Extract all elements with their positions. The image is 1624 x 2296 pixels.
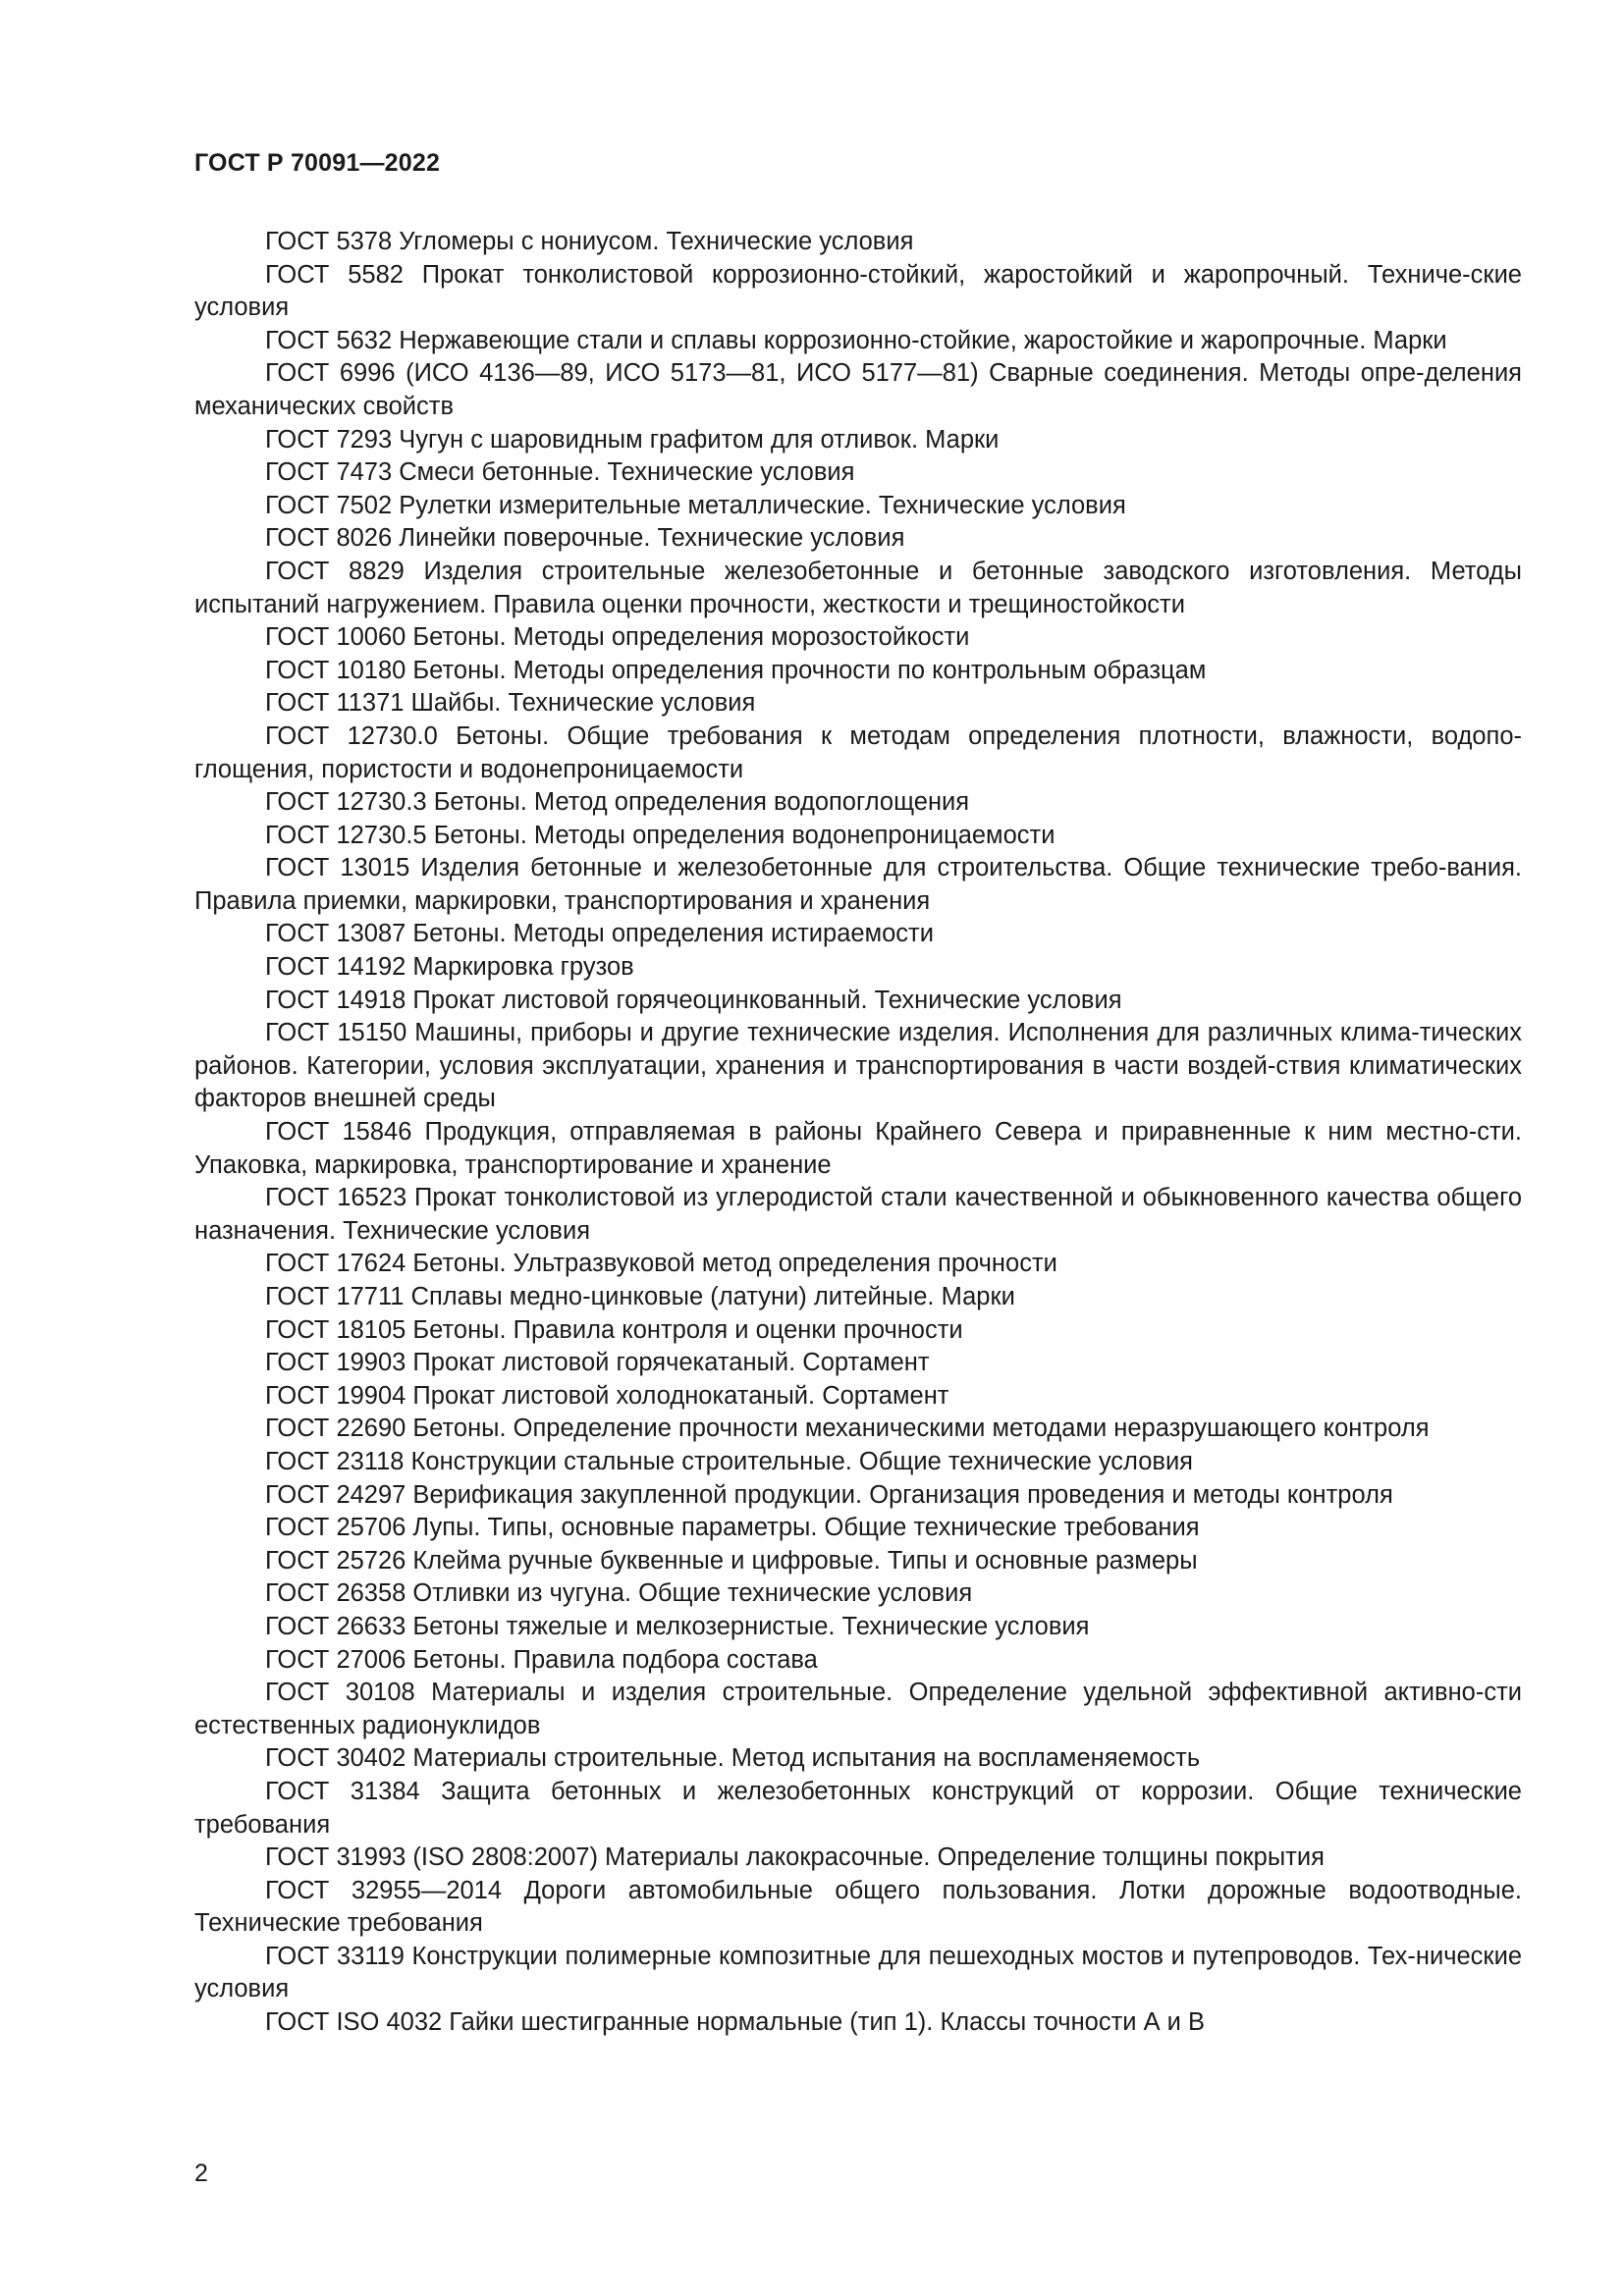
- reference-item: ГОСТ 22690 Бетоны. Определение прочности механическими методами неразрушающего контроля: [265, 1415, 1430, 1443]
- reference-item: ГОСТ 32955—2014 Дороги автомобильные общего пользования. Лотки дорожные водоотводные. Технические требования: [194, 1876, 1522, 1938]
- reference-item: ГОСТ 13087 Бетоны. Методы определения истираемости: [265, 920, 934, 948]
- reference-item: ГОСТ 8026 Линейки поверочные. Технические условия: [265, 524, 905, 553]
- reference-item: ГОСТ 27006 Бетоны. Правила подбора состава: [265, 1645, 818, 1674]
- reference-item: ГОСТ ISO 4032 Гайки шестигранные нормальные (тип 1). Классы точности А и В: [265, 2008, 1206, 2037]
- reference-item: ГОСТ 31993 (ISO 2808:2007) Материалы лакокрасочные. Определение толщины покрытия: [265, 1843, 1325, 1872]
- reference-item: ГОСТ 19903 Прокат листовой горячекатаный. Сортамент: [265, 1349, 930, 1377]
- reference-item: ГОСТ 17624 Бетоны. Ультразвуковой метод определения прочности: [265, 1250, 1057, 1278]
- reference-item: ГОСТ 7502 Рулетки измерительные металлические. Технические условия: [265, 491, 1126, 519]
- reference-item: ГОСТ 18105 Бетоны. Правила контроля и оценки прочности: [265, 1315, 963, 1344]
- reference-item: ГОСТ 19904 Прокат листовой холоднокатаный. Сортамент: [265, 1381, 949, 1410]
- reference-item: ГОСТ 11371 Шайбы. Технические условия: [265, 689, 756, 718]
- reference-item: ГОСТ 17711 Сплавы медно-цинковые (латуни) литейные. Марки: [265, 1283, 1015, 1310]
- reference-item: ГОСТ 12730.0 Бетоны. Общие требования к методам определения плотности, влажности, водопо-глощения, пористости и водонепроницаемости: [194, 721, 1522, 783]
- reference-item: ГОСТ 5582 Прокат тонколистовой коррозионно-стойкий, жаростойкий и жаропрочный. Техниче-ские условия: [194, 260, 1522, 322]
- reference-item: ГОСТ 6996 (ИСО 4136—89, ИСО 5173—81, ИСО 5177—81) Сварные соединения. Методы опре-деления механических свойств: [194, 359, 1522, 420]
- reference-item: ГОСТ 8829 Изделия строительные железобетонные и бетонные заводского изготовления. Методы испытаний нагружением. Правила оценки прочности, жесткости и трещиностойкости: [194, 557, 1522, 618]
- reference-item: ГОСТ 12730.3 Бетоны. Метод определения водопоглощения: [265, 788, 970, 817]
- reference-item: ГОСТ 16523 Прокат тонколистовой из углеродистой стали качественной и обыкновенного качества общего назначения. Технические условия: [194, 1184, 1522, 1245]
- reference-item: ГОСТ 26633 Бетоны тяжелые и мелкозернистые. Технические условия: [265, 1612, 1090, 1640]
- reference-item: ГОСТ 33119 Конструкции полимерные композитные для пешеходных мостов и путепроводов. Тех-нические условия: [194, 1942, 1522, 2003]
- standard-code-header: ГОСТ Р 70091—2022: [194, 149, 441, 177]
- reference-item: ГОСТ 7293 Чугун с шаровидным графитом для отливок. Марки: [265, 425, 1000, 454]
- reference-item: ГОСТ 25706 Лупы. Типы, основные параметры. Общие технические требования: [265, 1514, 1200, 1542]
- reference-item: ГОСТ 30108 Материалы и изделия строительные. Определение удельной эффективной активно-сти естественных радионуклидов: [194, 1679, 1522, 1739]
- page-number: 2: [194, 2160, 208, 2187]
- normative-references-list: [194, 226, 1522, 2040]
- reference-item: ГОСТ 23118 Конструкции стальные строительные. Общие технические условия: [265, 1447, 1193, 1475]
- reference-item: ГОСТ 14192 Маркировка грузов: [265, 953, 634, 982]
- reference-item: ГОСТ 12730.5 Бетоны. Методы определения водонепроницаемости: [265, 821, 1056, 849]
- reference-item: ГОСТ 30402 Материалы строительные. Метод испытания на воспламеняемость: [265, 1744, 1201, 1773]
- reference-item: ГОСТ 5378 Угломеры с нониусом. Технические условия: [265, 228, 914, 255]
- reference-item: ГОСТ 10060 Бетоны. Методы определения морозостойкости: [265, 623, 970, 652]
- reference-item: ГОСТ 5632 Нержавеющие стали и сплавы коррозионно-стойкие, жаростойкие и жаропрочные. Марки: [265, 326, 1447, 354]
- reference-item: ГОСТ 24297 Верификация закупленной продукции. Организация проведения и методы контроля: [265, 1480, 1393, 1509]
- reference-item: ГОСТ 15846 Продукция, отправляемая в районы Крайнего Севера и приравненные к ним местно-сти. Упаковка, маркировка, транспортирование и хранение: [194, 1118, 1522, 1179]
- reference-item: ГОСТ 7473 Смеси бетонные. Технические условия: [265, 458, 855, 487]
- reference-item: ГОСТ 31384 Защита бетонных и железобетонных конструкций от коррозии. Общие технические требования: [194, 1777, 1522, 1839]
- reference-item: ГОСТ 26358 Отливки из чугуна. Общие технические условия: [265, 1579, 973, 1608]
- reference-item: ГОСТ 25726 Клейма ручные буквенные и цифровые. Типы и основные размеры: [265, 1546, 1198, 1575]
- reference-item: ГОСТ 15150 Машины, приборы и другие технические изделия. Исполнения для различных клима-тических районов. Категории, условия эксплуатации, хранения и транспортирования в части воздей-ствия климатических факторов внешней среды: [194, 1019, 1522, 1113]
- reference-item: ГОСТ 13015 Изделия бетонные и железобетонные для строительства. Общие технические требо-вания. Правила приемки, маркировки, транспортирования и хранения: [194, 854, 1522, 915]
- reference-item: ГОСТ 14918 Прокат листовой горячеоцинкованный. Технические условия: [265, 986, 1122, 1014]
- reference-item: ГОСТ 10180 Бетоны. Методы определения прочности по контрольным образцам: [265, 656, 1207, 684]
